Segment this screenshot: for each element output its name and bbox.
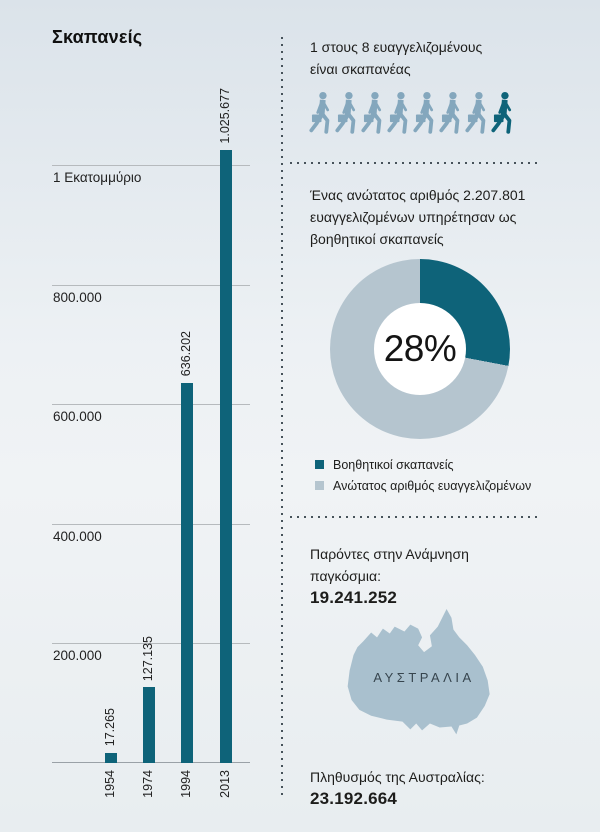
bar-1994 [181, 383, 193, 763]
legend-label: Ανώτατος αριθμός ευαγγελιζομένων [333, 478, 532, 493]
bar-2013 [220, 150, 232, 763]
walking-person-icon [334, 90, 361, 136]
walking-person-icon [308, 90, 335, 136]
donut-center-label: 28% [383, 328, 457, 369]
australia-map-label: ΑΥΣΤΡΑΛΙΑ [373, 670, 475, 686]
legend-swatch [315, 460, 324, 469]
bar-value-label: 127.135 [141, 635, 155, 681]
dotted-separator-top [290, 162, 542, 164]
walking-person-icon [386, 90, 413, 136]
x-tick-label: 1994 [179, 770, 193, 798]
stat-population-value: 23.192.664 [310, 789, 398, 808]
stat-memorial-line1: Παρόντες στην Ανάμνηση [310, 546, 469, 562]
stat-memorial-value: 19.241.252 [310, 588, 398, 607]
walking-person-icon [412, 90, 439, 136]
legend-swatch [315, 481, 324, 490]
vertical-dotted-divider [281, 37, 283, 800]
x-tick-label: 1954 [103, 770, 117, 798]
stat-auxiliary-line1: Ένας ανώτατος αριθμός 2.207.801 [310, 187, 526, 203]
bar-chart [52, 80, 250, 798]
stat-auxiliary-line2: ευαγγελιζομένων υπηρέτησαν ως [310, 209, 517, 225]
gridline-label: 800.000 [53, 289, 102, 305]
gridline-label: 400.000 [53, 528, 102, 544]
stat-auxiliary-pioneers [310, 184, 525, 250]
x-tick-label: 1974 [141, 770, 155, 798]
stat-pioneer-ratio [310, 36, 482, 80]
gridline-label: 600.000 [53, 409, 102, 425]
bar-value-label: 1.025.677 [218, 88, 232, 144]
donut-legend [315, 454, 531, 496]
walking-person-icon [490, 90, 517, 136]
walking-person-icon [464, 90, 491, 136]
stat-pioneer-ratio-line2: είναι σκαπανέας [310, 61, 411, 77]
page-title: Σκαπανείς [52, 27, 143, 47]
bar-value-label: 636.202 [179, 331, 193, 377]
walking-person-icon [438, 90, 465, 136]
gridline-label: 1 Εκατομμύριο [53, 170, 142, 185]
gridline-label: 200.000 [53, 648, 102, 664]
stat-auxiliary-line3: βοηθητικοί σκαπανείς [310, 231, 444, 247]
bar-1974 [143, 687, 155, 763]
stat-pioneer-ratio-line1: 1 στους 8 ευαγγελιζομένους [310, 39, 483, 55]
bar-value-label: 17.265 [103, 708, 117, 747]
legend-row [315, 454, 531, 475]
stat-memorial-attendance [310, 543, 469, 609]
stat-population-line1: Πληθυσμός της Αυστραλίας: [310, 769, 485, 785]
legend-label: Βοηθητικοί σκαπανείς [333, 457, 454, 472]
x-tick-label: 2013 [218, 770, 232, 798]
bar-1954 [105, 753, 117, 763]
people-pictogram [308, 90, 516, 136]
donut-hole [374, 303, 466, 395]
dotted-separator-bottom [290, 516, 542, 518]
walking-person-icon [360, 90, 387, 136]
australia-map [328, 608, 524, 750]
stat-australia-population [310, 766, 485, 810]
stat-memorial-line2: παγκόσμια: [310, 568, 381, 584]
legend-row [315, 475, 531, 496]
donut-chart [330, 259, 510, 439]
